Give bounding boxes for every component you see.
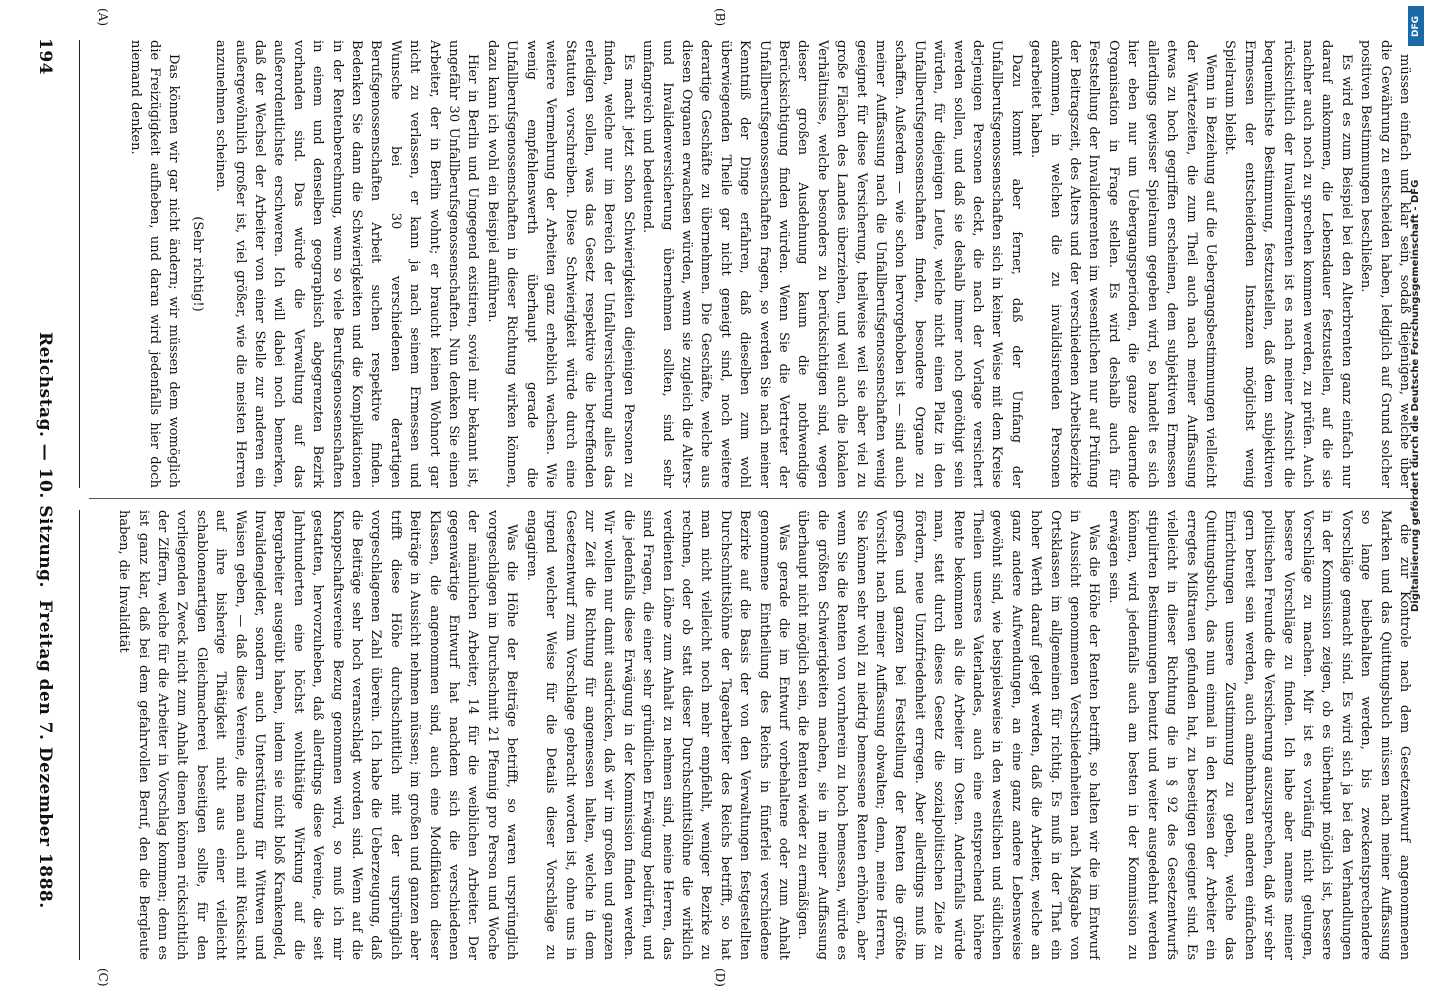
right-paragraph-4: Was die Höhe der Beiträge betrifft, so waren ursprünglich vorgeschlagen im Durchschnitt 21 Pfennig pro Person und Woche der männlichen Arbeiter, 14 für die weiblichen Arbeiter. Der gegenwärtige Entwurf hat nachdem sich die verschiedenen Klassen, die angenommen sind, auch eine Modifikation dieser Beiträge in Aussicht nehmen müssen; im großen und ganzen aber trifft diese Höhe durchschnittlich mit der ursprünglich vorgeschlagenen Zahl überein. Ich habe die Ueberzeugung, daß die Beiträge sehr hoch veranschlagt worden sind. Wenn auf die Knappschaftsvereine Bezug genommen wird, so muß ich mir gestatten, hervorzuheben, daß allerdings diese Vereine, die seit Jahrhunderten eine höchst wohlthätige Wirkung auf die Bergarbeiter ausgeübt haben, indem sie nicht bloß Krankengeld, Invalidengelder, sondern auch Unterstützung für Wittwen und Waisen geben, — daß diese Vereine, die man auch mit Rücksicht auf ihre bisherige Thätigkeit nicht aus einer vielleicht schablonenartigen Gleichmacherei beseitigen sollte, für den vorliegenden Zweck nicht zum Anhalt dienen können rücksichtlich der Ziffern, welche für die Arbeiter in Vorschlag kommen; denn es ist ganz klar, daß bei dem gefahrvollen Beruf, den die Bergleute haben, die Invalidität [116, 510, 520, 960]
left-paragraph-5: Es macht jetzt schon Schwierigkeiten diejenigen Personen zu finden, welche nur im Bereich der Unfallversicherung alles das erledigen sollen, was das Gesetz respektive die betreffenden Statuten vorschreiben. Diese Schwierigkeit würde durch eine weitere Vermehrung der Arbeiten ganz erheblich wachsen. Wie wenig empfehlenswerth überhaupt gerade die Unfallberufsgenossenschaften in dieser Richtung wirken können, dazu kann ich wohl ein Beispiel anführen. [484, 40, 636, 488]
margin-marker-c: (C) [96, 968, 110, 987]
running-head-right: Freitag den 7. Dezember 1888. [35, 600, 55, 909]
header-rule-right [79, 510, 80, 960]
interjection: (Sehr richtig!) [189, 216, 205, 312]
margin-marker-b: (B) [713, 8, 727, 27]
margin-marker-d: (D) [713, 968, 727, 987]
left-paragraph-2: Es wird es zum Beispiel bei den Alterbrenten ganz einfach nur darauf ankommen, die Lebensdauer festzustellen, auf die sie nachher auch noch zu sprechen kommen werden, zu prüfen. Auch rücksichtlich der Invalidenrenten ist es nach meiner Ansicht die bequemlichste Bestimmung, festzustellen, daß dem subjektiven Ermessen der entscheidenden Instanzen möglichst wenig Spielraum bleibt. [1222, 40, 1354, 488]
running-head-left: Reichstag. — 10. Sitzung. [35, 332, 55, 588]
right-text-column [89, 510, 1414, 960]
left-paragraph-1: müssen einfach und klar sein, sodaß diejenigen, welche über die Gewährung zu entscheiden haben, lediglich auf Grund solcher positiven Bestimmungen beschließen. [1358, 40, 1412, 488]
page-number: 194 [35, 38, 55, 75]
right-paragraph-3: Was gerade die im Entwurf vorbehaltene oder zum Anhalt genommene Eintheilung des Reichs in fünferlei verschiedene Bezirke auf die Basis der von den Verwaltungen festgestellten Durchschnittslöhne der Tagearbeiter des Reichs betrifft, so hat man nicht vielleicht noch mehr empfiehlt, weniger Bezirke zu rechnen, oder ob statt dieser Durchschnittslöhne die wirklich verdienten Löhne zum Anhalt zu nehmen sind, meine Herren, das sind Fragen, die einer sehr gründlichen Erwägung bedürfen, und die jedenfalls diese Erwägung in der Kommission finden werden. Wir wollen nur damit ausdrücken, daß wir im großen und ganzen zur Zeit die Richtung für angemessen halten, welche in dem Gesetzentwurf zum Vorschlage gebracht worden ist, ohne uns in irgend welcher Weise für die Details dieser Vorschläge zu engagiren. [523, 510, 791, 960]
dfg-logo-badge: DFG [1408, 6, 1424, 46]
left-paragraph-6: Hier in Berlin und Umgegend existiren, soviel mir bekannt ist, ungefähr 30 Unfallberufsgenossenschaften. Nun denken Sie einen Arbeiter, der in Berlin wohnt; er braucht keinen Wohnort gar nicht zu verlassen, er kann ja nach seinem Ermessen und Wunsche bei 30 verschiedenen derartigen Berufsgenossenschaften Arbeit suchen respektive finden. Bedenken Sie dann die Schwierigkeiten und die Komplikationen in der Rentenberechnung, wenn so viele Berufsgenossenschaften in einem und denselben geographisch abgegrenzten Bezirk vorhanden sind. Das würde die Verwaltung auf das außerordentlichste erschweren. Ich will dabei noch bemerken, daß der Wechsel der Arbeiter von einer Stelle zur anderen ein außergewöhnlich großer ist, viel größer, wie die meisten Herren anzunehmen scheinen. [213, 40, 481, 488]
header-rule-left [79, 40, 80, 488]
right-paragraph-2: Was die Höhe der Renten betrifft, so halten wir die im Entwurf in Aussicht genommenen Verschiedenheiten nach Maßgabe von Ortsklassen im allgemeinen für richtig. Es muß in der That ein hoher Werth darauf gelegt werden, daß die Arbeiter, welche an ganz andere Aufwendungen, an eine ganz andere Lebensweise gewöhnt sind, wie beispielsweise in den westlichen und südlichen Theilen unseres Vaterlandes, auch eine entsprechend höhere Rente bekommen als die Arbeiter im Osten. Andernfalls würde man, statt durch dieses Gesetz die sozialpolitischen Ziele zu fördern, neue Unzufriedenheit erregen. Aber allerdings muß im großen und ganzen bei Feststellung der Renten die größte Vorsicht nach meiner Auffassung obwalten; denn, meine Herren, Sie können sehr wohl zu niedrig bemessene Renten erhöhen, aber wenn Sie die Renten von vornherein zu hoch bemessen, würde es die größten Schwierigkeiten machen, sie in meiner Auffassung überhaupt nicht möglich sein, die Renten wieder zu ermäßigen. [795, 510, 1102, 960]
margin-marker-a: (A) [96, 8, 110, 27]
digitization-credit: Digitalisierung gefördert durch die Deutsche Forschungsgemeinschaft - DFG [1410, 179, 1421, 612]
right-paragraph-1: die zur Kontrole nach dem Gesetzentwurf angenommenen Marken und das Quittungsbuch müssen nach meiner Auffassung so lange beibehalten werden, bis zweckentsprechendere Vorschläge gemacht sind. Es wird sich ja bei den Verhandlungen in der Kommission zeigen, ob es überhaupt möglich ist, bessere Vorschläge zu machen. Mir ist es vorläufig nicht gelungen, bessere Vorschläge zu finden. Ich habe aber namens meiner politischen Freunde die Versicherung auszusprechen, daß wir sehr gern bereit sein werden, auch annehmbaren anderen einfachen Einrichtungen unsere Zustimmung zu geben, welche das Quittungsbuch, das nun einmal in den Kreisen der Arbeiter ein erregtes Mißtrauen gefunden hat, zu beseitigen geeignet sind. Es vielleicht in dieser Richtung die in § 92 des Gesetzentwurfs stipulirten Bestimmungen benutzt und weiter ausgedehnt werden können, wird jedenfalls auch am besten in der Kommission zu erwägen sein. [1105, 510, 1412, 960]
left-paragraph-4: Dazu kommt aber ferner, daß der Umfang der Unfallberufsgenossenschaften sich in keiner Weise mit dem Kreise derjenigen Personen deckt, die nach der Vorlage versichert werden sollen, und daß sie deshalb immer noch genöthigt sein würden, für diejenigen Leute, welche nicht einen Platz in den Unfallberufsgenossenschaften finden, besondere Organe zu schaffen. Außerdem — wie schon hervorgehoben ist — sind auch meiner Auffassung nach die Unfallberufsgenossenschaften wenig geeignet für diese Versicherung, theilweise weil sie aber viel zu große Flächen des Landes überziehen, und weil auch die lokalen Verhältnisse, welche besonders zu berücksichtigen sind, wegen dieser großen Ausdehnung kaum die nothwendige Berücksichtigung finden würden. Wenn Sie die Vertreter der Unfallberufsgenossenschaften fragen, so werden Sie nach meiner Kenntniß der Dinge erfahren, daß dieselben zum wohl überwiegenden Theile gar nicht geneigt sind, noch weitere derartige Geschäfte zu übernehmen. Die Geschäfte, welche aus diesen Organen erwachsen würden, wenn sie zugleich die Alters- und Invalidenversicherung übernehmen sollten, sind sehr umfangreich und bedeutend. [640, 40, 1024, 488]
left-closing-paragraph: Das können wir gar nicht ändern; wir müssen dem womöglich die Freizügigkeit aufheben, und daran wird jedenfalls hier doch niemand denken. [127, 40, 182, 488]
left-text-column [89, 40, 1414, 488]
left-paragraph-3: Wenn in Beziehung auf die Uebergangsbestimmungen vielleicht der Wartezeiten, die zum Theil auch nach meiner Auffassung etwas zu hoch gegriffen erscheinen, dem subjektiven Ermessen allerdings gewisser Spielraum gegeben wird, so handelt es sich hier eben nur um Uebergangsperioden, die ganze dauernde Organisation in Frage stellen. Es wird deshalb auch für Feststellung der Invalidenrenten im wesentlichen nur auf Prüfung der Beitragszeit, des Alters und der verschiedenen Arbeitsbezirke ankommen, in welchen die zu invalidisirenden Personen gearbeitet haben. [1028, 40, 1218, 488]
column-divider [89, 498, 1414, 499]
